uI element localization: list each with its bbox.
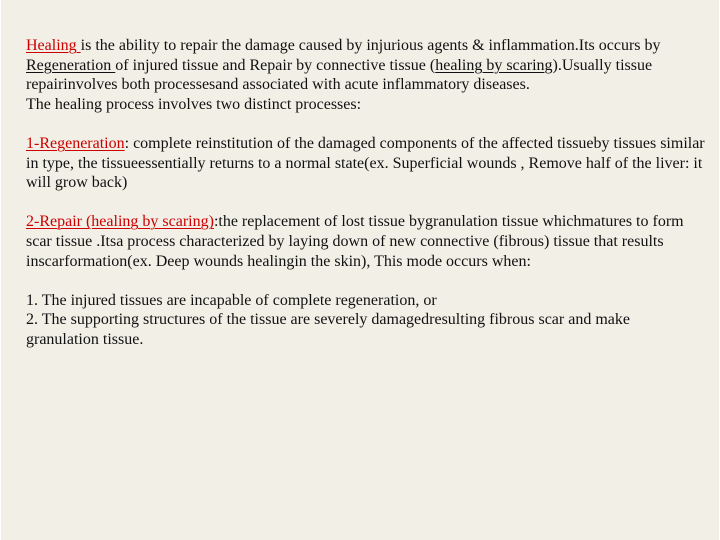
repair-paragraph [26,212,706,271]
spacer [26,114,706,134]
term-healing: Healing [26,37,81,54]
intro-paragraph [26,36,706,95]
condition-item-1: 1. The injured tissues are incapable of complete regeneration, or [26,291,437,309]
regeneration-text: : complete reinstitution of the damaged components of the affected tissueby tissues similar in type, the tissueessentially returns to a normal state(ex. Superficial wounds , Remove half of the liver: it will grow back) [26,134,705,192]
term-regeneration: Regeneration [26,56,116,74]
repair-text: :the replacement of lost tissue bygranulation tissue whichmatures to form scar tissue .Itsa process characterized by laying down of new connective (fibrous) tissue that results inscarformation(ex. Deep wounds healingin the skin), This mode occurs when: [26,213,684,270]
intro-text-3: ).Usually tissue repairinvolves both processesand associated with acute inflammatory diseases. [26,56,653,94]
slide-text-body [26,36,706,350]
intro-line-2: The healing process involves two distinct processes: [26,95,362,113]
regeneration-heading: 1-Regeneration [26,134,125,152]
regeneration-paragraph [26,134,706,193]
intro-text-2: of injured tissue and Repair by connective tissue ( [115,56,436,74]
spacer [26,271,706,291]
intro-text-1: is the ability to repair the damage caused by injurious agents & inflammation.Its occurs by [80,37,661,54]
term-healing-by-scaring: healing by scaring [435,56,553,74]
condition-item-2: 2. The supporting structures of the tissue are severely damagedresulting fibrous scar and make granulation tissue. [26,311,630,348]
spacer [26,193,706,213]
repair-heading: 2-Repair (healing by scaring) [26,213,214,231]
